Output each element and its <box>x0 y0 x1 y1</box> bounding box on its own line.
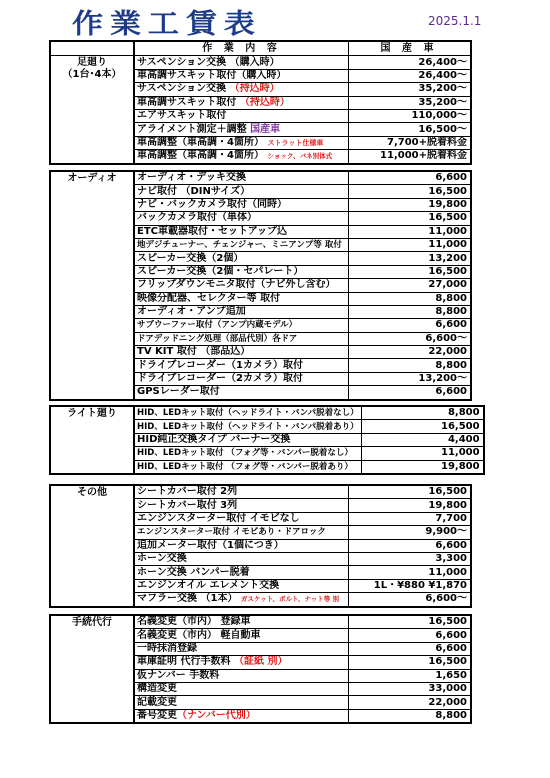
work-item-text: ドライブレコーダー（2カメラ）取付 <box>137 373 303 385</box>
price-cell: 22,000 <box>349 696 472 709</box>
date-label: 2025.1.1 <box>428 14 482 28</box>
work-item-text: シートカバー取付 3列 <box>137 499 238 511</box>
work-item-text: 追加メーター取付（1個につき） <box>137 539 284 551</box>
work-item-cell <box>134 96 349 109</box>
work-item-cell <box>134 579 349 592</box>
work-item-text: ホーン交換 <box>137 553 187 565</box>
work-item-text: 地デジチューナー、チェンジャー、ミニアンプ等 取付 <box>137 240 342 251</box>
work-item-text: 車庫証明 代行手数料 <box>137 656 234 668</box>
price-cell: 33,000 <box>349 682 472 695</box>
price-cell: 16,500 <box>349 185 472 198</box>
work-item-cell <box>134 709 349 723</box>
work-item-note: （証紙 別） <box>233 656 288 668</box>
price-cell: 11,000 <box>349 225 472 238</box>
price-cell: 16,500～ <box>349 123 472 136</box>
lights-table <box>49 405 485 475</box>
price-cell: 6,600 <box>349 171 472 185</box>
work-item-cell <box>134 593 349 607</box>
work-item-text: サブウーファー取付（アンプ内蔵モデル） <box>137 320 298 331</box>
work-item-cell <box>134 185 349 198</box>
price-cell: 110,000～ <box>349 109 472 122</box>
category-label: オーディオ <box>67 173 117 184</box>
work-item-text: 車高調整（車高調・4箇所） <box>137 150 268 162</box>
work-item-cell <box>134 642 349 655</box>
work-item-text: 仮ナンバー 手数料 <box>137 669 220 681</box>
work-item-cell <box>134 696 349 709</box>
price-header: 国 産 車 <box>349 41 472 56</box>
category-cell <box>50 406 134 474</box>
category-label: 足廻り <box>77 57 107 69</box>
work-item-note: （持込時） <box>229 83 280 95</box>
price-cell: 16,500 <box>349 265 472 278</box>
work-item-cell <box>134 123 349 136</box>
price-cell: 11,000 <box>349 566 472 579</box>
work-item-text: ドアデッドニング処理（部品代別）各ドア <box>137 333 298 344</box>
price-cell: 19,800 <box>361 460 484 474</box>
work-item-cell <box>134 292 349 305</box>
work-item-cell <box>134 460 361 474</box>
price-cell: 16,500 <box>349 656 472 669</box>
price-cell: 6,600～ <box>349 593 472 607</box>
work-item-text: 名義変更（市内） 登録車 <box>137 616 251 628</box>
price-cell: 6,600 <box>349 319 472 332</box>
work-item-cell <box>134 265 349 278</box>
corner-cell <box>50 41 134 56</box>
work-item-cell <box>134 83 349 96</box>
work-item-text: スピーカー交換（2個・セパレート） <box>137 265 304 277</box>
work-item-text: 名義変更（市内） 軽自動車 <box>137 629 261 641</box>
price-cell: 16,500 <box>349 615 472 629</box>
price-cell: 6,600～ <box>349 332 472 345</box>
price-cell: 9,900～ <box>349 526 472 539</box>
work-item-cell <box>134 682 349 695</box>
work-item-text: ドライブレコーダー（1カメラ）取付 <box>137 359 303 371</box>
price-cell: 35,200～ <box>349 83 472 96</box>
work-item-note: ストラット仕様車 <box>267 138 324 147</box>
work-item-note: （持込時） <box>239 96 290 108</box>
price-cell: 35,200～ <box>349 96 472 109</box>
price-cell: 16,500 <box>349 212 472 225</box>
work-item-cell <box>134 109 349 122</box>
table-row <box>50 615 471 629</box>
price-cell: 6,600 <box>349 539 472 552</box>
price-cell: 26,400～ <box>349 56 472 69</box>
work-item-text: 記載変更 <box>137 696 177 708</box>
price-cell: 13,200～ <box>349 372 472 385</box>
work-item-text: HID、LEDキット取付 （フォグ等・バンパー脱着なし） <box>137 448 353 459</box>
work-item-cell <box>134 669 349 682</box>
work-item-cell <box>134 150 349 164</box>
work-item-cell <box>134 212 349 225</box>
price-cell: 19,800 <box>349 198 472 211</box>
work-item-text: 映像分配器、セレクター等 取付 <box>137 292 281 304</box>
work-item-text: ホーン交換 バンパー脱着 <box>137 566 250 578</box>
work-item-cell <box>134 346 349 359</box>
work-item-text: HID、LEDキット取付（ヘッドライト・バンパ脱着あり） <box>137 421 359 432</box>
price-cell: 11,000+脱着料金 <box>349 150 472 164</box>
price-cell: 6,600 <box>349 386 472 400</box>
category-cell <box>50 56 134 164</box>
work-item-cell <box>134 406 361 420</box>
price-cell: 16,500 <box>361 420 484 433</box>
work-item-note: ショック、バネ別体式 <box>267 152 333 161</box>
work-item-note: （ナンバー代別） <box>177 709 256 721</box>
work-item-cell <box>134 332 349 345</box>
work-item-cell <box>134 485 349 499</box>
work-item-cell <box>134 319 349 332</box>
category-label: ライト廻り <box>67 408 117 419</box>
work-item-text: オーディオ・デッキ交換 <box>137 172 246 184</box>
category-cell <box>50 171 134 400</box>
price-cell: 27,000 <box>349 279 472 292</box>
work-item-cell <box>134 225 349 238</box>
table-row <box>50 485 471 499</box>
work-item-cell <box>134 447 361 460</box>
work-item-cell <box>134 539 349 552</box>
work-item-cell <box>134 198 349 211</box>
work-item-text: マフラー交換 （1本） <box>137 593 241 605</box>
category-sublabel: （1台･4本） <box>62 69 122 81</box>
work-item-text: シートカバー取付 2列 <box>137 486 238 498</box>
work-item-text: フリップダウンモニタ取付（ナビ外し含む） <box>137 279 336 291</box>
category-cell <box>50 485 134 607</box>
price-cell: 8,800 <box>349 709 472 723</box>
work-item-text: サスペンション交換 <box>137 83 230 95</box>
work-item-text: 車高調整（車高調・4箇所） <box>137 136 268 148</box>
work-item-text: HID、LEDキット取付 （フォグ等・バンパー脱着あり） <box>137 461 353 472</box>
price-cell: 1,650 <box>349 669 472 682</box>
work-item-text: ナビ・バックカメラ取付（同時） <box>137 198 287 210</box>
work-item-text: TV KIT 取付 （部品込） <box>137 346 251 358</box>
category-label: 手続代行 <box>72 617 112 628</box>
price-cell: 11,000 <box>349 238 472 251</box>
work-item-cell <box>134 279 349 292</box>
work-item-cell <box>134 252 349 265</box>
price-cell: 7,700+脱着料金 <box>349 136 472 149</box>
price-cell: 6,600 <box>349 629 472 642</box>
work-item-cell <box>134 615 349 629</box>
price-cell: 1L・¥880 ¥1,870 <box>349 579 472 592</box>
price-cell: 4,400 <box>361 433 484 446</box>
work-item-cell <box>134 499 349 512</box>
work-item-cell <box>134 136 349 149</box>
work-item-cell <box>134 69 349 82</box>
work-item-cell <box>134 56 349 69</box>
audio-table <box>49 170 472 401</box>
work-item-cell <box>134 171 349 185</box>
work-item-text: サスペンション交換 （購入時） <box>137 56 280 68</box>
work-item-text: ETC車載器取付・セットアップ込 <box>137 225 287 237</box>
work-item-text: エアサスキット取付 <box>137 110 227 122</box>
work-item-cell <box>134 386 349 400</box>
work-item-note: 国産車 <box>250 123 281 135</box>
work-item-text: エンジンオイル エレメント交換 <box>137 579 280 591</box>
price-cell: 26,400～ <box>349 69 472 82</box>
work-item-cell <box>134 512 349 525</box>
work-item-cell <box>134 526 349 539</box>
price-cell: 3,300 <box>349 552 472 565</box>
price-cell: 8,800 <box>349 359 472 372</box>
work-item-text: 構造変更 <box>137 683 177 695</box>
table-row <box>50 406 484 420</box>
work-item-cell <box>134 566 349 579</box>
work-item-cell <box>134 433 361 446</box>
work-item-text: 車高調サスキット取付（購入時） <box>137 69 287 81</box>
work-item-text: ナビ取付 （DINサイズ） <box>137 185 251 197</box>
price-cell: 6,600 <box>349 642 472 655</box>
work-item-text: スピーカー交換（2個） <box>137 252 244 264</box>
work-item-cell <box>134 238 349 251</box>
procedures-table <box>49 614 472 724</box>
work-item-cell <box>134 656 349 669</box>
work-item-cell <box>134 372 349 385</box>
category-label: その他 <box>77 487 107 498</box>
price-cell: 8,800 <box>349 292 472 305</box>
price-cell: 8,800 <box>349 305 472 318</box>
work-item-text: GPSレーダー取付 <box>137 386 220 398</box>
price-cell: 22,000 <box>349 346 472 359</box>
suspension-table <box>49 40 472 165</box>
other-table <box>49 484 472 608</box>
price-cell: 16,500 <box>349 485 472 499</box>
work-item-cell <box>134 420 361 433</box>
work-item-text: エンジンスターター取付 イモビあり・ドアロック <box>137 527 326 538</box>
category-cell <box>50 615 134 723</box>
work-item-text: HID、LEDキット取付（ヘッドライト・バンパ脱着なし） <box>137 408 359 419</box>
work-header: 作 業 内 容 <box>134 41 349 56</box>
price-cell: 8,800 <box>361 406 484 420</box>
work-item-text: 番号変更 <box>137 709 177 721</box>
price-cell: 19,800 <box>349 499 472 512</box>
work-item-text: 車高調サスキット取付 <box>137 96 240 108</box>
table-row <box>50 171 471 185</box>
work-item-text: 一時抹消登録 <box>137 642 197 654</box>
work-item-cell <box>134 552 349 565</box>
price-cell: 11,000 <box>361 447 484 460</box>
work-item-cell <box>134 629 349 642</box>
table-row <box>50 56 471 69</box>
work-item-text: エンジンスターター取付 イモビなし <box>137 512 300 524</box>
work-item-cell <box>134 359 349 372</box>
price-cell: 7,700 <box>349 512 472 525</box>
work-item-note: ガスケット、ボルト、ナット等 別 <box>240 595 340 604</box>
page-title: 作業工賃表 <box>72 9 262 40</box>
work-item-text: オーディオ・アンプ追加 <box>137 306 246 318</box>
work-item-cell <box>134 305 349 318</box>
work-item-text: アライメント測定＋調整 <box>137 123 251 135</box>
price-cell: 13,200 <box>349 252 472 265</box>
work-item-text: HID純正交換タイプ バーナー交換 <box>137 433 291 445</box>
work-item-text: バックカメラ取付（単体） <box>137 212 257 224</box>
